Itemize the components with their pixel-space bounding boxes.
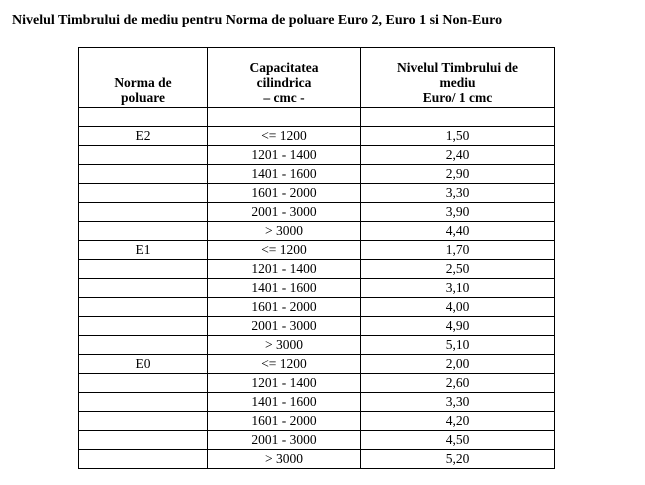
spacer-cell xyxy=(361,108,555,127)
cell-capacitate: > 3000 xyxy=(208,222,361,241)
header-row xyxy=(79,48,555,108)
cell-capacitate: 1401 - 1600 xyxy=(208,165,361,184)
spacer-cell xyxy=(79,108,208,127)
cell-capacitate: 1601 - 2000 xyxy=(208,298,361,317)
cell-capacitate: 1201 - 1400 xyxy=(208,374,361,393)
cell-norma xyxy=(79,336,208,355)
timbru-table xyxy=(78,47,555,469)
cell-norma xyxy=(79,165,208,184)
table-header xyxy=(79,48,555,108)
table-row xyxy=(79,260,555,279)
header-capacitate-line-1: Capacitatea xyxy=(249,60,319,75)
cell-capacitate: <= 1200 xyxy=(208,127,361,146)
cell-capacitate: 1201 - 1400 xyxy=(208,146,361,165)
cell-nivel: 2,00 xyxy=(361,355,555,374)
table-row xyxy=(79,298,555,317)
cell-nivel: 4,20 xyxy=(361,412,555,431)
header-norma-line-1: Norma de xyxy=(114,75,172,90)
cell-norma xyxy=(79,374,208,393)
header-capacitate-cilindrica xyxy=(208,48,361,108)
cell-norma xyxy=(79,203,208,222)
cell-nivel: 4,40 xyxy=(361,222,555,241)
cell-nivel: 5,20 xyxy=(361,450,555,469)
cell-nivel: 3,10 xyxy=(361,279,555,298)
header-capacitate-line-2: cilindrica xyxy=(256,75,312,90)
cell-norma: E1 xyxy=(79,241,208,260)
table-row xyxy=(79,203,555,222)
cell-norma xyxy=(79,393,208,412)
cell-capacitate: 2001 - 3000 xyxy=(208,317,361,336)
cell-norma xyxy=(79,279,208,298)
cell-norma xyxy=(79,450,208,469)
cell-capacitate: > 3000 xyxy=(208,450,361,469)
cell-nivel: 4,50 xyxy=(361,431,555,450)
cell-nivel: 2,90 xyxy=(361,165,555,184)
cell-capacitate: 2001 - 3000 xyxy=(208,431,361,450)
cell-nivel: 3,30 xyxy=(361,184,555,203)
table-row xyxy=(79,317,555,336)
cell-nivel: 5,10 xyxy=(361,336,555,355)
header-capacitate-line-3: – cmc - xyxy=(263,90,305,105)
cell-capacitate: > 3000 xyxy=(208,336,361,355)
cell-nivel: 3,90 xyxy=(361,203,555,222)
header-nivel-timbru xyxy=(361,48,555,108)
cell-capacitate: 1401 - 1600 xyxy=(208,279,361,298)
table-row xyxy=(79,431,555,450)
table-row xyxy=(79,241,555,260)
table-row xyxy=(79,279,555,298)
header-nivel-line-2: mediu xyxy=(439,75,476,90)
cell-norma xyxy=(79,298,208,317)
table-row xyxy=(79,393,555,412)
table-row xyxy=(79,127,555,146)
table-row xyxy=(79,450,555,469)
cell-capacitate: 1601 - 2000 xyxy=(208,184,361,203)
cell-norma xyxy=(79,431,208,450)
cell-nivel: 1,70 xyxy=(361,241,555,260)
cell-nivel: 2,60 xyxy=(361,374,555,393)
cell-nivel: 4,90 xyxy=(361,317,555,336)
cell-norma xyxy=(79,146,208,165)
table-row xyxy=(79,184,555,203)
cell-capacitate: 1201 - 1400 xyxy=(208,260,361,279)
header-norma-poluare xyxy=(79,48,208,108)
cell-nivel: 2,40 xyxy=(361,146,555,165)
cell-norma: E2 xyxy=(79,127,208,146)
table-row xyxy=(79,336,555,355)
cell-nivel: 3,30 xyxy=(361,393,555,412)
cell-norma xyxy=(79,317,208,336)
cell-capacitate: 1401 - 1600 xyxy=(208,393,361,412)
header-norma-line-2: poluare xyxy=(120,90,165,105)
cell-norma xyxy=(79,412,208,431)
header-nivel-line-3: Euro/ 1 cmc xyxy=(422,90,493,105)
table-row xyxy=(79,165,555,184)
table-row xyxy=(79,374,555,393)
cell-capacitate: 1601 - 2000 xyxy=(208,412,361,431)
cell-nivel: 4,00 xyxy=(361,298,555,317)
spacer-row xyxy=(79,108,555,127)
cell-capacitate: 2001 - 3000 xyxy=(208,203,361,222)
table-row xyxy=(79,355,555,374)
spacer-cell xyxy=(208,108,361,127)
cell-capacitate: <= 1200 xyxy=(208,241,361,260)
table-body xyxy=(79,108,555,469)
table-row xyxy=(79,146,555,165)
table-row xyxy=(79,412,555,431)
page-title: Nivelul Timbrului de mediu pentru Norma de poluare Euro 2, Euro 1 si Non-Euro xyxy=(12,13,503,28)
cell-capacitate: <= 1200 xyxy=(208,355,361,374)
cell-norma xyxy=(79,260,208,279)
table-row xyxy=(79,222,555,241)
cell-nivel: 2,50 xyxy=(361,260,555,279)
cell-norma xyxy=(79,184,208,203)
header-nivel-line-1: Nivelul Timbrului de xyxy=(396,60,519,75)
cell-norma: E0 xyxy=(79,355,208,374)
cell-norma xyxy=(79,222,208,241)
cell-nivel: 1,50 xyxy=(361,127,555,146)
